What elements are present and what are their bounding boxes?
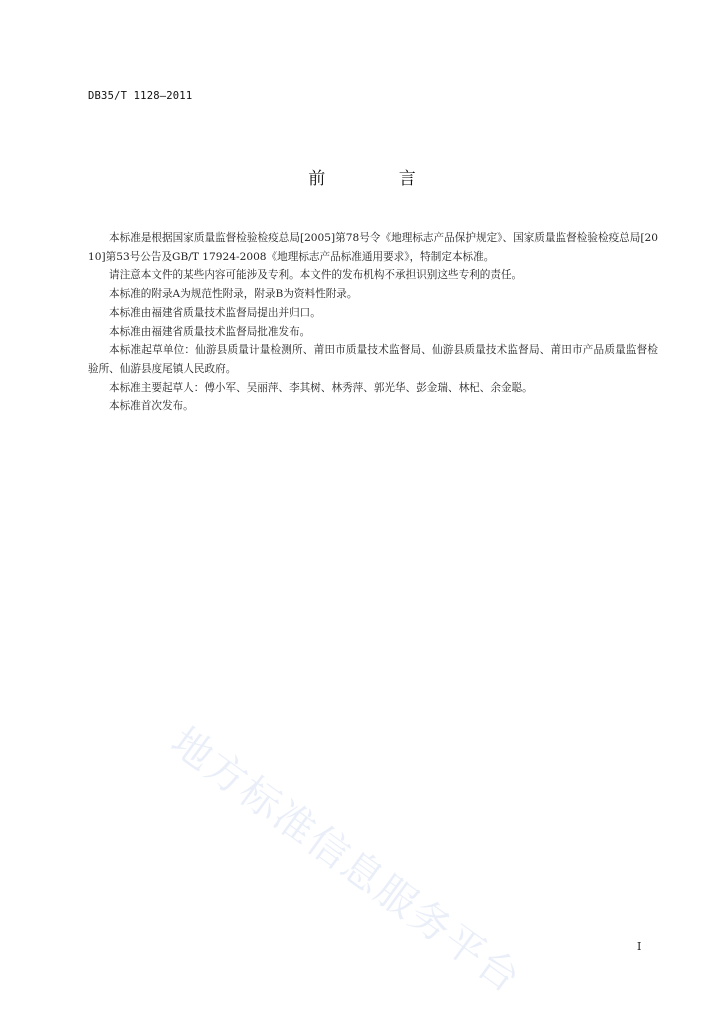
page-title: 前 言 <box>308 169 450 189</box>
paragraph-proposed-by: 本标准由福建省质量技术监督局提出并归口。 <box>109 306 321 319</box>
page-number: I <box>637 940 642 953</box>
paragraph-drafting-units: 本标准起草单位：仙游县质量计量检测所、莆田市质量技术监督局、仙游县质量技术监督局、莆田市产品质量监督检验所、仙游县度尾镇人民政府。 <box>88 344 658 375</box>
document-code: DB35/T 1128—2011 <box>88 90 193 102</box>
paragraph-approved-by: 本标准由福建省质量技术监督局批准发布。 <box>109 325 311 338</box>
paragraph-basis: 本标准是根据国家质量监督检验检疫总局[2005]第78号令《地理标志产品保护规定》、国家质量监督检验检疫总局[2010]第53号公告及GB/T 17924-2008《地理标志产品标准通用要求》，特制定本标准。 <box>88 232 658 263</box>
paragraph-first-release: 本标准首次发布。 <box>109 400 194 413</box>
watermark: 地方标准信息服务平台 <box>162 718 530 1003</box>
paragraph-patent-notice: 请注意本文件的某些内容可能涉及专利。本文件的发布机构不承担识别这些专利的责任。 <box>109 269 523 282</box>
paragraph-drafters: 本标准主要起草人：傅小军、吴丽萍、李其树、林秀萍、郭光华、彭金瑞、林杞、余金聪。 <box>109 381 533 394</box>
foreword-body <box>88 229 658 416</box>
paragraph-appendix: 本标准的附录A为规范性附录，附录B为资料性附录。 <box>109 288 358 301</box>
